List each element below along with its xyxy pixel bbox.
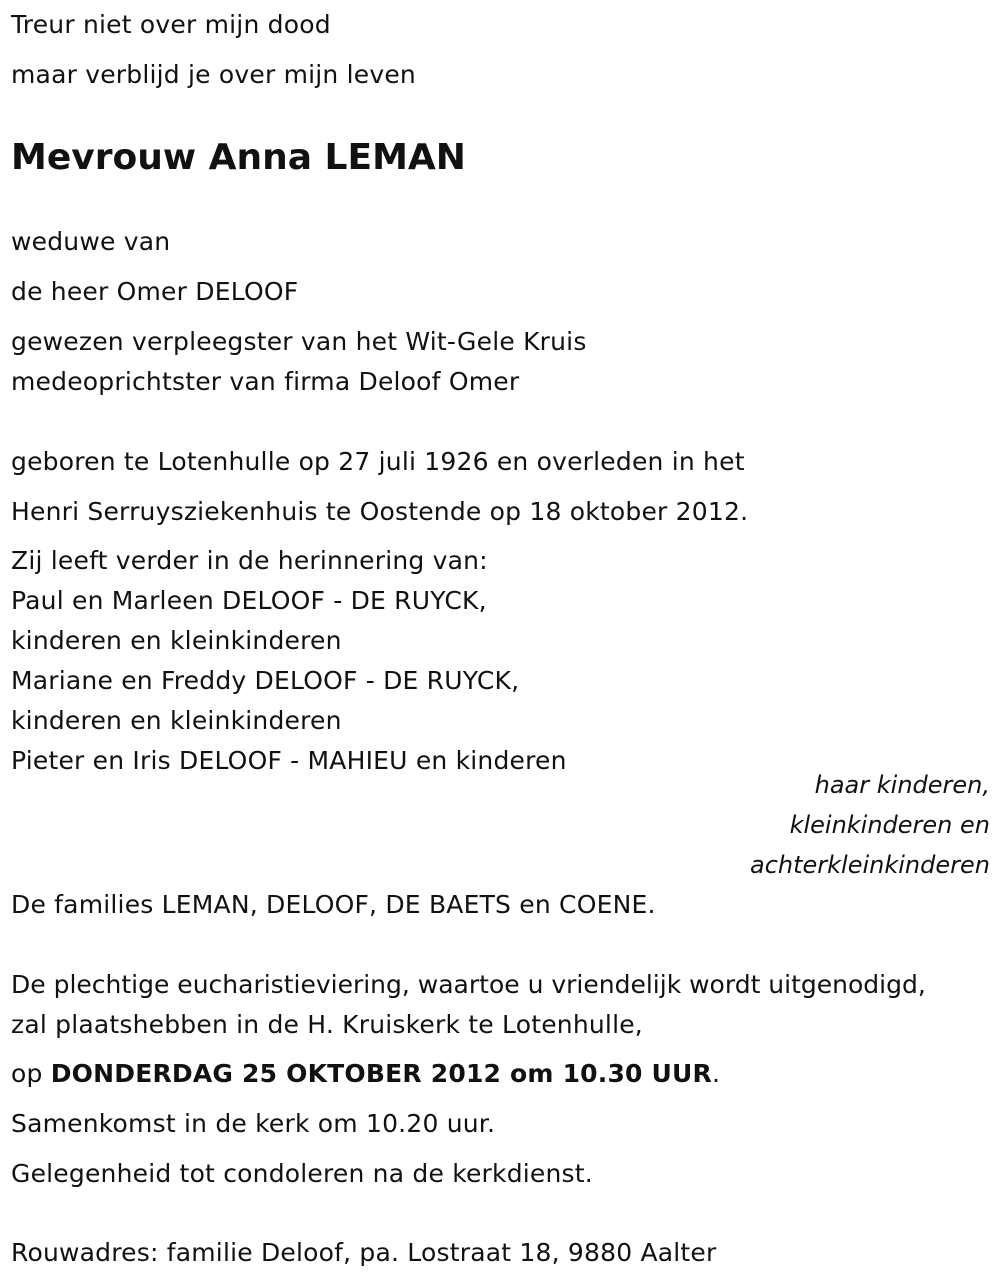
family-line: Mariane en Freddy DELOOF - DE RUYCK, (11, 666, 520, 695)
birth-death-line-2: Henri Serruysziekenhuis te Oostende op 18 oktober 2012. (11, 497, 749, 526)
family-intro: Zij leeft verder in de herinnering van: (11, 546, 488, 575)
service-line-2: zal plaatshebben in de H. Kruiskerk te Lotenhulle, (11, 1010, 643, 1039)
signature-line: achterkleinkinderen (750, 851, 990, 879)
families-line: De families LEMAN, DELOOF, DE BAETS en COENE. (11, 890, 656, 919)
signature-line: haar kinderen, (814, 771, 990, 799)
family-line: Paul en Marleen DELOOF - DE RUYCK, (11, 586, 487, 615)
verse-line-1: Treur niet over mijn dood (11, 10, 331, 39)
service-date-bold: DONDERDAG 25 OKTOBER 2012 om 10.30 UUR (50, 1059, 713, 1088)
occupation-2: medeoprichtster van firma Deloof Omer (11, 367, 520, 396)
occupation-1: gewezen verpleegster van het Wit-Gele Kruis (11, 327, 587, 356)
spouse-name: de heer Omer DELOOF (11, 277, 299, 306)
signature-line: kleinkinderen en (789, 811, 990, 839)
condolences-line: Gelegenheid tot condoleren na de kerkdienst. (11, 1159, 593, 1188)
service-date (11, 1058, 720, 1090)
gathering-line: Samenkomst in de kerk om 10.20 uur. (11, 1109, 496, 1138)
service-line-1: De plechtige eucharistieviering, waartoe u vriendelijk wordt uitgenodigd, (11, 970, 926, 999)
mourning-address: Rouwadres: familie Deloof, pa. Lostraat 18, 9880 Aalter (11, 1238, 717, 1267)
widow-label: weduwe van (11, 227, 171, 256)
family-line: kinderen en kleinkinderen (11, 626, 342, 655)
deceased-name: Mevrouw Anna LEMAN (11, 137, 466, 178)
service-date-suffix: . (712, 1059, 721, 1088)
family-line: kinderen en kleinkinderen (11, 706, 342, 735)
service-date-prefix: op (11, 1059, 51, 1088)
verse-line-2: maar verblijd je over mijn leven (11, 60, 416, 89)
birth-death-line-1: geboren te Lotenhulle op 27 juli 1926 en overleden in het (11, 447, 745, 476)
family-line: Pieter en Iris DELOOF - MAHIEU en kinderen (11, 746, 567, 775)
